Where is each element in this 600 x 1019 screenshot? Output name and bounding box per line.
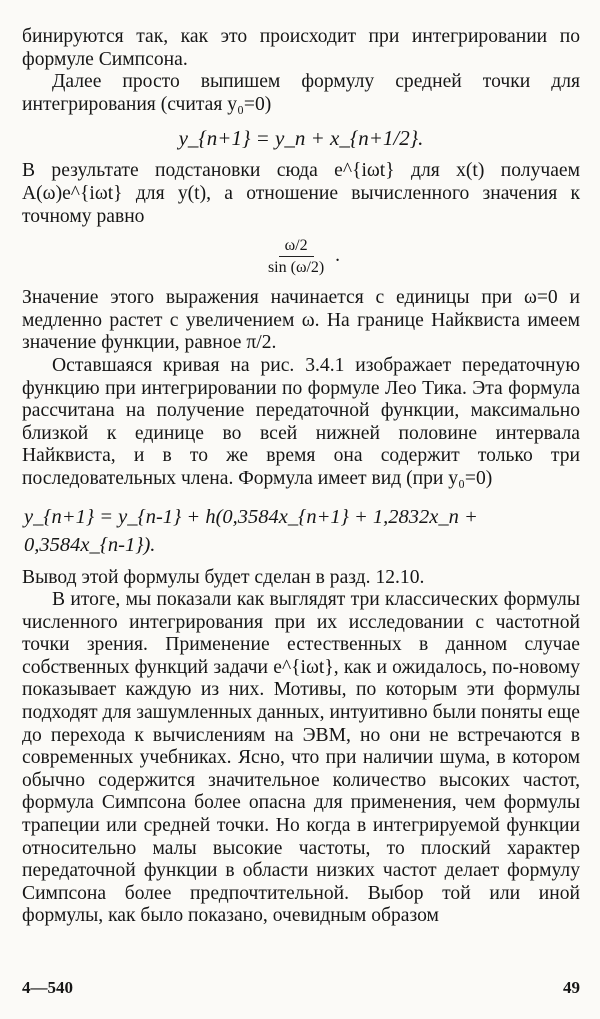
ratio-fraction (262, 236, 330, 277)
ratio-denominator: sin (ω/2) (267, 259, 325, 277)
formula-ratio (22, 236, 580, 277)
page-number: 49 (563, 978, 580, 997)
paragraph-conclusion (22, 589, 580, 928)
formula-tick-text: y_{n+1} = y_{n-1} + h(0,3584x_{n+1} + 1,2832x_n + 0,3584x_{n-1}). (24, 505, 478, 556)
page-footer (22, 978, 580, 998)
formula-midpoint (22, 124, 580, 152)
paragraph-6-text: Вывод этой формулы будет сделан в разд. 12.10. (22, 566, 425, 588)
formula-midpoint-text: y_{n+1} = y_n + x_{n+1/2}. (178, 126, 424, 151)
paragraph-derivation-ref (22, 567, 580, 590)
paragraph-2-text: Далее просто выпишем формулу средней точки для интегрирования (считая y₀=0) (22, 71, 580, 115)
paragraph-3-text: В результате подстановки сюда e^{iωt} для x(t) получаем A(ω)e^{iωt} для y(t), а отношение вычисленного значения к точному равно (22, 160, 580, 227)
ratio-period: . (335, 245, 341, 267)
paragraph-continuation (22, 26, 580, 71)
paragraph-midpoint-intro (22, 71, 580, 116)
paragraph-5-text: Оставшаяся кривая на рис. 3.4.1 изображает передаточную функцию при интегрировании по формуле Лео Тика. Эта формула рассчитана на получение передаточной функции, максимально близкой к единице во всей нижней половине интервала Найквиста, и в то же время она содержит только три последовательных члена. Формула имеет вид (при y₀=0) (22, 354, 580, 489)
paragraph-substitution (22, 160, 580, 228)
paragraph-1-text: бинируются так, как это происходит при интегрировании по формуле Симпсона. (22, 26, 580, 70)
formula-tick (22, 503, 580, 559)
ratio-numerator: ω/2 (279, 236, 314, 257)
paragraph-nyquist (22, 287, 580, 355)
page-body (22, 26, 580, 928)
paragraph-4-text: Значение этого выражения начинается с единицы при ω=0 и медленно растет с увеличением ω. На границе Найквиста имеем значение функции, равное π/2. (22, 287, 580, 354)
paragraph-tick-formula (22, 355, 580, 491)
paragraph-7-text: В итоге, мы показали как выглядят три классических формулы численного интегрирования при их исследовании с частотной точки зрения. Применение естественных в данном случае собственных функций задачи e^{iωt}, как и ожидалось, по-новому показывает каждую из них. Мотивы, по которым эти формулы подходят для зашумленных данных, интуитивно были поняты еще до перехода к вычислениям на ЭВМ, но они не встречаются в современных учебниках. Ясно, что при наличии шума, в котором обычно содержится значительное количество высоких частот, формула Симпсона более опасна для применения, чем формулы трапеции или средней точки. Но когда в интегрируемой функции относительно малы высокие частоты, то плоский характер передаточной функции в области низких частот делает формулу Симпсона более предпочтительной. Выбор той или иной формулы, как было показано, очевидным образом (22, 589, 580, 927)
signature-mark: 4—540 (22, 978, 73, 997)
